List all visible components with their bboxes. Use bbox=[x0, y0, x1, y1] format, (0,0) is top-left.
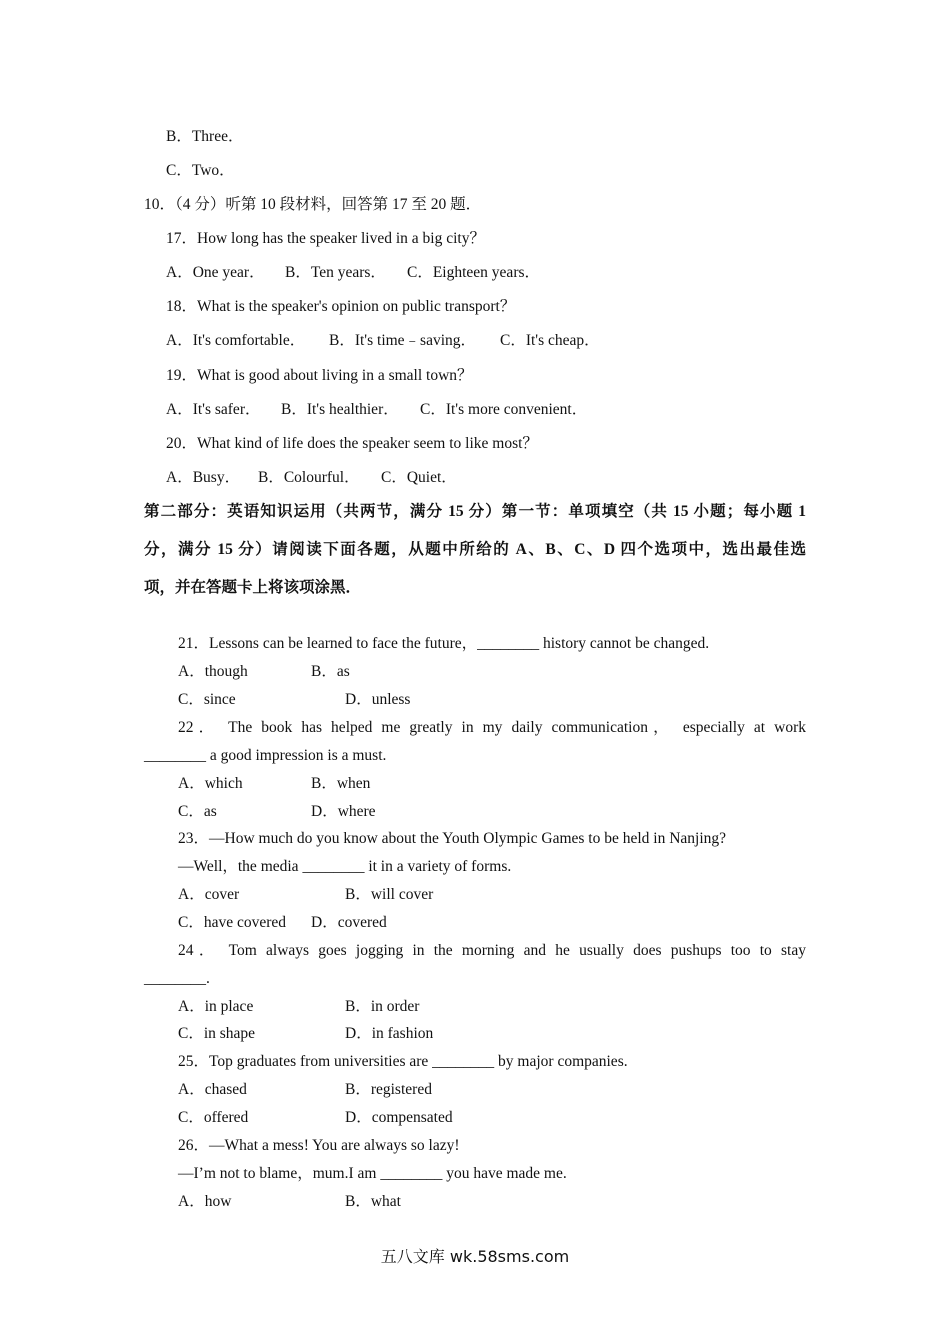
q18-option-b: B．It's time﹣saving． bbox=[329, 332, 477, 349]
q21-option-d: D．unless bbox=[345, 691, 411, 708]
q19-option-a: A．It's safer． bbox=[166, 401, 261, 418]
q18-option-c: C．It's cheap． bbox=[500, 332, 600, 349]
q25-option-a: A．chased bbox=[178, 1081, 247, 1098]
q23-option-a: A．cover bbox=[178, 886, 240, 903]
q22-option-a: A．which bbox=[178, 775, 243, 792]
q17-option-b: B．Ten years． bbox=[285, 264, 386, 281]
q24-option-d: D．in fashion bbox=[345, 1025, 434, 1042]
q26-text-line1: 26．—What a mess! You are always so lazy! bbox=[178, 1137, 460, 1154]
q24-option-a: A．in place bbox=[178, 998, 254, 1015]
q21-text: 21．Lessons can be learned to face the future，________ history cannot be changed. bbox=[178, 635, 710, 652]
q20-option-b: B．Colourful． bbox=[258, 469, 360, 486]
q22-option-b: B．when bbox=[311, 775, 371, 792]
q17-option-c: C．Eighteen years． bbox=[407, 264, 541, 281]
q24-option-c: C．in shape bbox=[178, 1025, 256, 1042]
q25-option-b: B．registered bbox=[345, 1081, 432, 1098]
q10-header: 10．（4 分）听第 10 段材料，回答第 17 至 20 题． bbox=[144, 196, 482, 213]
q22-text-line1: 22． The book has helped me greatly in my daily communication， especially at work bbox=[178, 719, 806, 736]
q25-option-c: C．offered bbox=[178, 1109, 249, 1126]
q18-text: 18．What is the speaker's opinion on public transport？ bbox=[166, 298, 516, 315]
q21-option-b: B．as bbox=[311, 663, 350, 680]
option-b-three: B．Three． bbox=[166, 128, 244, 145]
q24-option-b: B．in order bbox=[345, 998, 420, 1015]
q22-text-line2: ________ a good impression is a must. bbox=[144, 747, 387, 764]
q20-text: 20．What kind of life does the speaker seem to like most？ bbox=[166, 435, 538, 452]
part2-instructions-line3: 项，并在答题卡上将该项涂黑． bbox=[144, 579, 362, 596]
q22-option-d: D．where bbox=[311, 803, 376, 820]
q19-option-b: B．It's healthier． bbox=[281, 401, 399, 418]
q20-option-c: C．Quiet． bbox=[381, 469, 457, 486]
q19-text: 19．What is good about living in a small town？ bbox=[166, 367, 473, 384]
q21-option-c: C．since bbox=[178, 691, 236, 708]
q21-option-a: A．though bbox=[178, 663, 248, 680]
q26-option-b: B．what bbox=[345, 1193, 401, 1210]
q17-text: 17．How long has the speaker lived in a big city？ bbox=[166, 230, 485, 247]
q20-option-a: A．Busy． bbox=[166, 469, 241, 486]
part2-instructions-line1: 第二部分：英语知识运用（共两节，满分 15 分）第一节：单项填空（共 15 小题；每小题 1 bbox=[144, 503, 806, 520]
q23-text-line1: 23．—How much do you know about the Youth Olympic Games to be held in Nanjing? bbox=[178, 830, 727, 847]
q23-option-c: C．have covered bbox=[178, 914, 287, 931]
option-c-two: C．Two． bbox=[166, 162, 235, 179]
q25-text: 25．Top graduates from universities are ________ by major companies. bbox=[178, 1053, 628, 1070]
q25-option-d: D．compensated bbox=[345, 1109, 453, 1126]
q23-option-b: B．will cover bbox=[345, 886, 434, 903]
footer-watermark: 五八文库 wk.58sms.com bbox=[380, 1247, 570, 1266]
q24-text-line2: ________. bbox=[144, 970, 210, 987]
q23-option-d: D．covered bbox=[311, 914, 387, 931]
q26-option-a: A．how bbox=[178, 1193, 232, 1210]
q26-text-line2: —I’m not to blame，mum.I am ________ you have made me. bbox=[178, 1165, 567, 1182]
q19-option-c: C．It's more convenient． bbox=[420, 401, 588, 418]
q24-text-line1: 24． Tom always goes jogging in the morning and he usually does pushups too to stay bbox=[178, 942, 806, 959]
q17-option-a: A．One year． bbox=[166, 264, 265, 281]
q23-text-line2: —Well，the media ________ it in a variety of forms. bbox=[178, 858, 512, 875]
q22-option-c: C．as bbox=[178, 803, 217, 820]
q18-option-a: A．It's comfortable． bbox=[166, 332, 306, 349]
part2-instructions-line2: 分，满分 15 分）请阅读下面各题，从题中所给的 A、B、C、D 四个选项中，选出最佳选 bbox=[144, 541, 806, 558]
